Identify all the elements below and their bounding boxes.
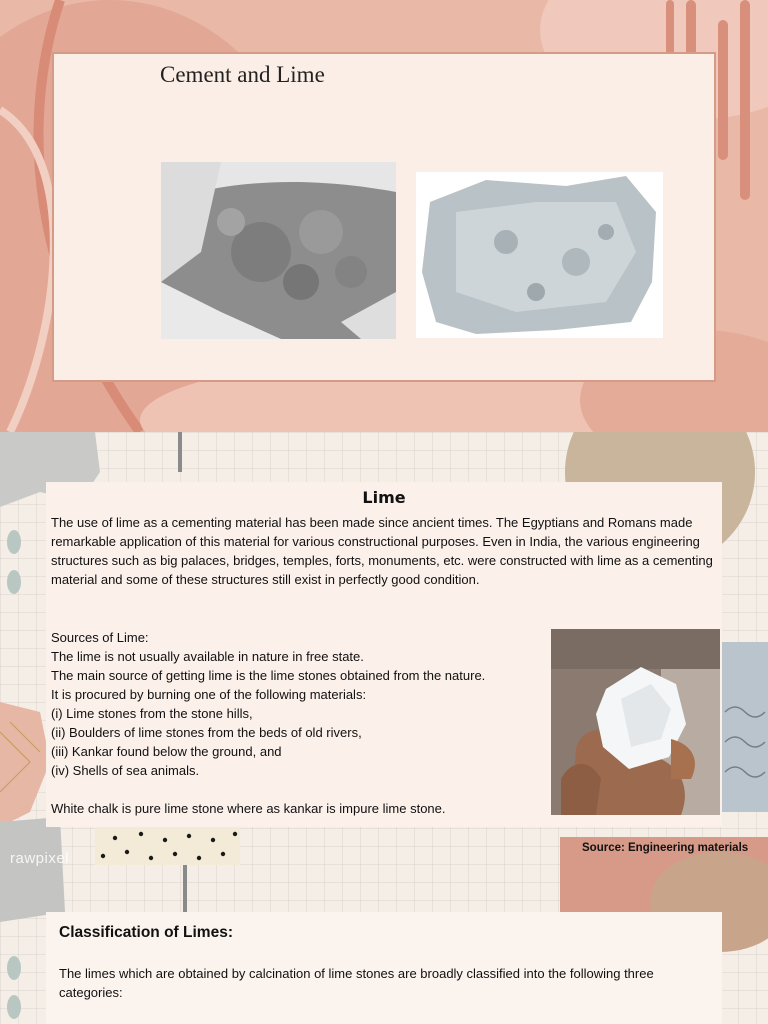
- classification-card: [46, 912, 722, 1024]
- list-item: (ii) Boulders of lime stones from the beds of old rivers,: [51, 725, 362, 740]
- hand-holding-lime-photo: [551, 629, 720, 815]
- lime-heading: Lime: [362, 488, 406, 507]
- lime-intro-paragraph: The use of lime as a cementing material has been made since ancient times. The Egyptians and Romans made remarkable application of this material for various constructional purposes. Even in India, the various engineering structures such as big palaces, bridges, temples, forts, monuments, etc. were constructed with lime as a cementing material and some of these structures still exist in perfectly good condition.: [51, 515, 713, 587]
- sources-line: It is procured by burning one of the following materials:: [51, 687, 367, 702]
- classification-heading: Classification of Limes:: [59, 924, 233, 941]
- slide-title: Cement and Lime: [160, 62, 325, 87]
- sources-of-lime-section: [51, 628, 485, 818]
- slide-cement-and-lime: [0, 0, 768, 432]
- list-item: (iv) Shells of sea animals.: [51, 763, 200, 778]
- chalk-note: White chalk is pure lime stone where as kankar is impure lime stone.: [51, 801, 446, 816]
- sources-line: The main source of getting lime is the lime stones obtained from the nature.: [51, 668, 486, 683]
- watermark: rawpixel: [10, 850, 70, 867]
- source-note: Source: Engineering materials: [582, 842, 749, 854]
- sources-line: The lime is not usually available in nature in free state.: [51, 649, 364, 664]
- slide-lime: [0, 432, 768, 1024]
- sources-heading: Sources of Lime:: [51, 630, 149, 645]
- classification-text: The limes which are obtained by calcination of lime stones are broadly classified into the following three categories:: [59, 966, 654, 1000]
- lime-stone-photo: [416, 172, 663, 338]
- list-item: (i) Lime stones from the stone hills,: [51, 706, 253, 721]
- list-item: (iii) Kankar found below the ground, and: [51, 744, 282, 759]
- cement-photo: [161, 162, 396, 339]
